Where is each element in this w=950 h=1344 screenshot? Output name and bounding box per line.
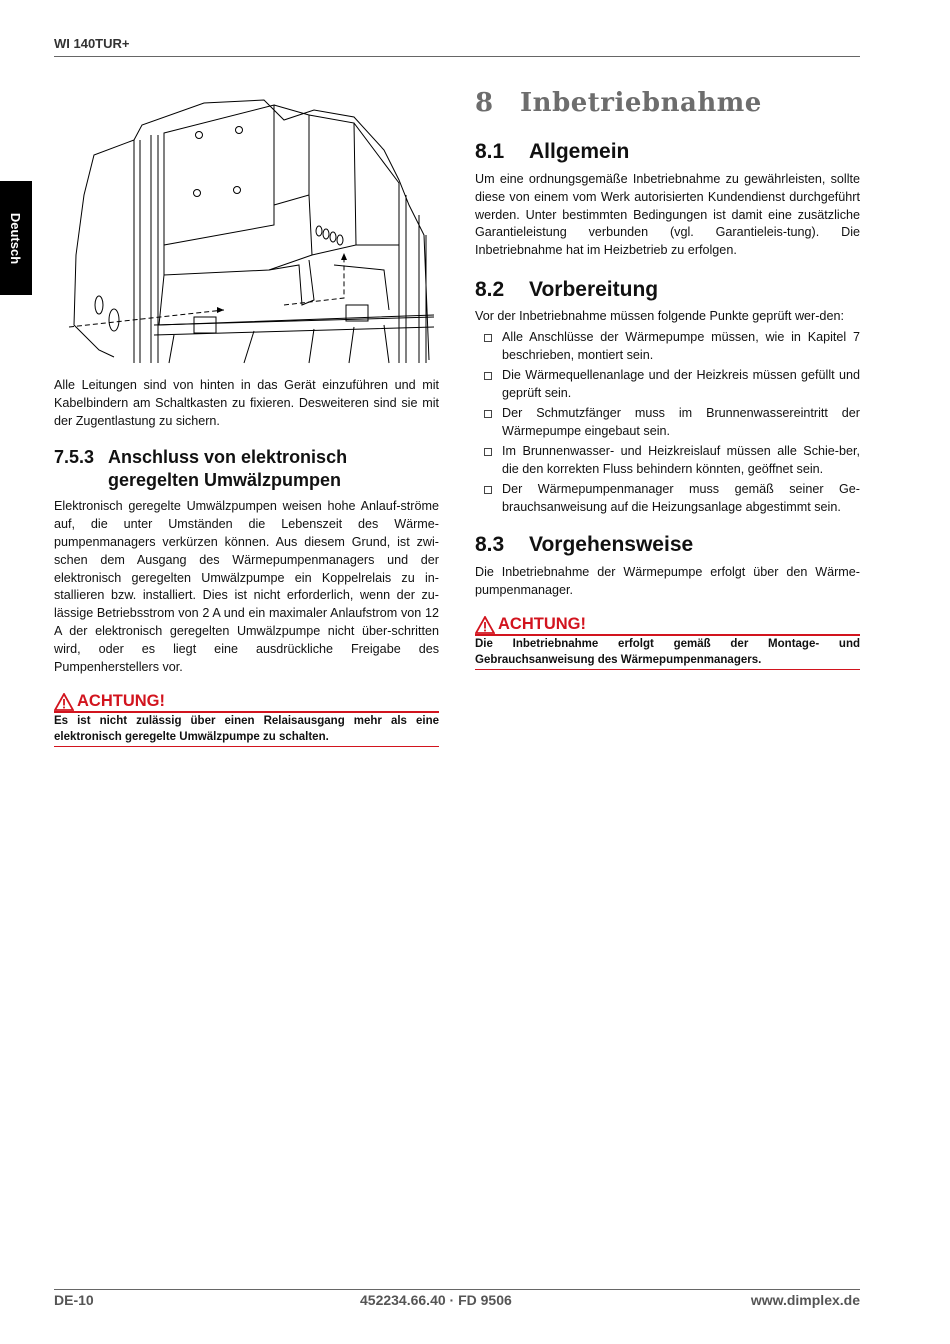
section-8-3-heading	[475, 533, 860, 557]
list-item	[475, 481, 860, 517]
list-item	[475, 329, 860, 365]
list-item	[475, 367, 860, 403]
warning-triangle-icon	[475, 616, 495, 634]
warning-rule-bottom	[475, 669, 860, 671]
warning-rule-bottom	[54, 746, 439, 748]
language-side-tab	[0, 181, 32, 295]
figure-caption-text: Alle Leitungen sind von hinten in das Gerät einzuführen und mit Kabelbindern am Schaltkasten zu fixieren. Desweiteren sind sie mit der Zugentlastung zu sichern.	[54, 378, 439, 428]
checklist	[475, 329, 860, 517]
section-8-1-body: Um eine ordnungsgemäße Inbetriebnahme zu gewährleisten, sollte diese von einem vom Werk autorisierten Kundendienst durchgeführt werden. Unter bestimmten Bedingungen ist damit eine zusätzliche Garantieleistung verbunden (vgl. Garantieleis-tung). Die Inbetriebnahme hat im Heizbetrieb zu erfolgen.	[475, 172, 860, 258]
section-8-3-body: Die Inbetriebnahme der Wärmepumpe erfolgt über den Wärme-pumpenmanager.	[475, 564, 860, 597]
section-title-line1: Anschluss von elektronisch	[108, 447, 348, 468]
section-number: 7.5.3	[54, 447, 95, 468]
warning-title-text: ACHTUNG!	[77, 692, 165, 711]
warning-title-left	[54, 692, 439, 711]
section-title-line2: geregelten Umwälzpumpen	[108, 470, 342, 491]
warning-triangle-icon	[54, 693, 74, 711]
section-8-2-heading	[475, 278, 860, 302]
installation-figure	[54, 95, 439, 365]
section-8-2-intro: Vor der Inbetriebnahme müssen folgende Punkte geprüft wer-den:	[475, 308, 844, 323]
footer-document-number: 452234.66.40 · FD 9506	[360, 1292, 512, 1308]
section-number: 8.2	[475, 277, 505, 301]
warning-box-right	[475, 615, 860, 670]
section-title: Vorgehensweise	[529, 532, 694, 556]
document-header-title: WI 140TUR+	[54, 36, 130, 51]
checkbox-square-icon	[484, 448, 492, 456]
checkbox-square-icon	[484, 334, 492, 342]
section-8-1-heading	[475, 140, 860, 164]
left-column	[54, 95, 439, 747]
section-title: Vorbereitung	[529, 277, 659, 301]
checkbox-square-icon	[484, 372, 492, 380]
warning-text-left: Es ist nicht zulässig über einen Relaisausgang mehr als eine elektronisch geregelte Umwälzpumpe zu schalten.	[54, 714, 439, 744]
warning-title-text: ACHTUNG!	[498, 615, 586, 634]
warning-box-left	[54, 692, 439, 747]
warning-title-right	[475, 615, 860, 634]
section-7-5-3-body: Elektronisch geregelte Umwälzpumpen weisen hohe Anlauf-ströme auf, die unter Umständen die Lebenszeit des Wärme-pumpenmanagers verkürzen können. Aus diesem Grund, ist zwi-schen dem Ausgang des Wärmepumpenmanagers und der elektronisch geregelten Umwälzpumpe ein Koppelrelais zu in-stallieren bzw. installiert. Dies ist nicht erforderlich, wenn der zu-lässige Betriebsstrom von 2 A und ein maximaler Anlaufstrom von 12 A der elektronisch geregelten Umwälzpumpe nicht über-schritten wird, oder es liegt eine ausdrückliche Freigabe des Pumpenherstellers vor.	[54, 499, 439, 674]
footer-website: www.dimplex.de	[750, 1292, 860, 1308]
chapter-8-heading	[475, 88, 860, 118]
footer-rule	[54, 1289, 860, 1290]
right-column	[475, 88, 860, 670]
header-rule	[54, 56, 860, 57]
list-item	[475, 443, 860, 479]
list-item-text: Alle Anschlüsse der Wärmepumpe müssen, wie in Kapitel 7 beschrieben, montiert sein.	[502, 329, 860, 362]
language-side-tab-label: Deutsch	[8, 212, 24, 264]
list-item-text: Im Brunnenwasser- und Heizkreislauf müssen alle Schie-ber, die den korrekten Fluss behindern könnten, geöffnet sein.	[502, 444, 860, 476]
section-title: Allgemein	[529, 140, 630, 163]
section-number: 8.3	[475, 532, 505, 556]
section-7-5-3-heading	[54, 446, 439, 492]
warning-text-right: Die Inbetriebnahme erfolgt gemäß der Montage- und Gebrauchsanweisung des Wärmepumpenmanagers.	[475, 637, 860, 667]
section-title	[108, 446, 347, 492]
chapter-title: Inbetriebnahme	[520, 88, 762, 118]
list-item	[475, 405, 860, 441]
section-number: 8.1	[475, 140, 505, 163]
footer-page-number: DE-10	[54, 1292, 94, 1308]
checkbox-square-icon	[484, 486, 492, 494]
list-item-text: Der Schmutzfänger muss im Brunnenwassereintritt der Wärmepumpe eingebaut sein.	[502, 405, 860, 438]
list-item-text: Der Wärmepumpenmanager muss gemäß seiner Ge-brauchsanweisung auf die Heizungsanlage abgestimmt sein.	[502, 482, 860, 514]
checkbox-square-icon	[484, 410, 492, 418]
chapter-number: 8	[475, 88, 494, 118]
list-item-text: Die Wärmequellenanlage und der Heizkreis müssen gefüllt und geprüft sein.	[502, 367, 860, 400]
